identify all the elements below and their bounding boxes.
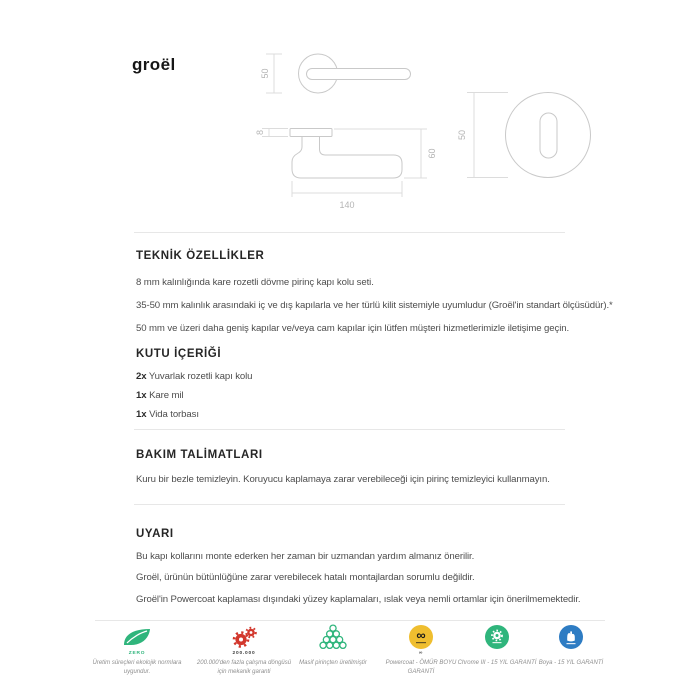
technical-specs-title: TEKNİK ÖZELLİKLER <box>136 250 265 262</box>
badge-icon-label <box>296 650 370 657</box>
badge-icon-label: 200.000 <box>232 651 256 656</box>
technical-drawings <box>0 0 700 233</box>
handle-front-view-drawing <box>299 54 411 93</box>
technical-specs-p2: 35-50 mm kalınlık arasındaki iç ve dış kapılarla ve her türlü kilit sistemiyle uyumludur (Groël'in standart ölçüsüdür).* <box>136 300 613 311</box>
gears-icon <box>231 626 258 648</box>
divider-top <box>134 232 565 233</box>
warning-title: UYARI <box>136 528 174 540</box>
badge-powercoat-warranty <box>379 624 463 676</box>
badge-caption: Boya - 15 YIL GARANTİ <box>538 660 604 666</box>
escutcheon-drawing <box>506 93 591 178</box>
divider-badges <box>95 620 605 621</box>
dim-escutcheon-diameter: 50 <box>457 129 467 141</box>
technical-specs-p3: 50 mm ve üzeri daha geniş kapılar ve/veya cam kapılar için lütfen müşteri hizmetlerimizle iletişime geçin. <box>136 323 570 334</box>
maintenance-title: BAKIM TALİMATLARI <box>136 449 263 461</box>
item-label: Yuvarlak rozetli kapı kolu <box>148 371 253 382</box>
chrome-badge-icon <box>485 625 509 649</box>
item-quantity: 1x <box>136 409 147 420</box>
handle-side-view-drawing <box>290 129 402 179</box>
badge-caption: Chrome III - 15 YIL GARANTİ <box>457 660 537 666</box>
badge-solid-brass <box>296 624 370 668</box>
badge-icon-label <box>536 650 606 657</box>
badge-eco <box>87 624 187 676</box>
item-quantity: 1x <box>136 390 147 401</box>
item-quantity: 2x <box>136 371 147 382</box>
dimension-labels <box>255 68 467 210</box>
badge-icon-label: ZERO <box>128 651 146 656</box>
infinity-badge-icon <box>409 625 433 649</box>
badge-caption: Üretim süreçleri ekolojik normlara uygundur. <box>92 660 182 675</box>
brand-logo: groël <box>132 55 176 74</box>
badge-icon-label: ∞ <box>418 651 424 656</box>
warning-p3: Groël'in Powercoat kaplaması dışındaki yüzey kaplamaları, ıslak veya nemli ortamlar için önerilmemektedir. <box>136 594 581 605</box>
badge-mechanical-warranty <box>192 624 296 676</box>
warning-p2: Groël, ürünün bütünlüğüne zarar verebilecek hatalı montajlardan sorumlu değildir. <box>136 572 475 583</box>
dim-rosette-thickness: 8 <box>255 129 265 136</box>
badge-paint-warranty <box>536 624 606 668</box>
box-contents-item <box>136 390 183 402</box>
dim-front-diameter: 50 <box>260 68 270 79</box>
dim-side-height: 60 <box>427 148 437 159</box>
dim-handle-length: 140 <box>339 200 355 210</box>
badge-caption: 200.000'den fazla çalışma döngüsü için mekanik garanti <box>196 660 292 675</box>
item-label: Vida torbası <box>149 409 199 420</box>
item-label: Kare mil <box>149 390 184 401</box>
box-contents-title: KUTU İÇERİĞİ <box>136 348 222 360</box>
badge-chrome-warranty <box>457 624 537 668</box>
technical-specs-p1: 8 mm kalınlığında kare rozetli dövme pirinç kapı kolu seti. <box>136 277 374 288</box>
leaf-icon <box>122 627 152 647</box>
badge-caption: Powercoat - ÖMÜR BOYU GARANTİ <box>385 660 457 675</box>
badge-caption: Masif pirinçten üretilmiştir <box>299 660 367 666</box>
divider-box-maintenance <box>134 429 565 430</box>
box-contents-item <box>136 371 252 383</box>
svg-text:∞: ∞ <box>416 627 426 643</box>
paint-badge-icon <box>559 625 583 649</box>
warning-p1: Bu kapı kollarını monte ederken her zaman bir uzmandan yardım almanız önerilir. <box>136 551 475 562</box>
certification-badges-row <box>0 624 700 694</box>
maintenance-p1: Kuru bir bezle temizleyin. Koruyucu kaplamaya zarar verebileceği için pirinç temizleyici kullanmayın. <box>136 474 550 485</box>
badge-icon-label <box>457 650 537 657</box>
divider-maintenance-warning <box>134 504 565 505</box>
box-contents-item <box>136 409 199 421</box>
brass-pyramid-icon <box>317 624 349 650</box>
